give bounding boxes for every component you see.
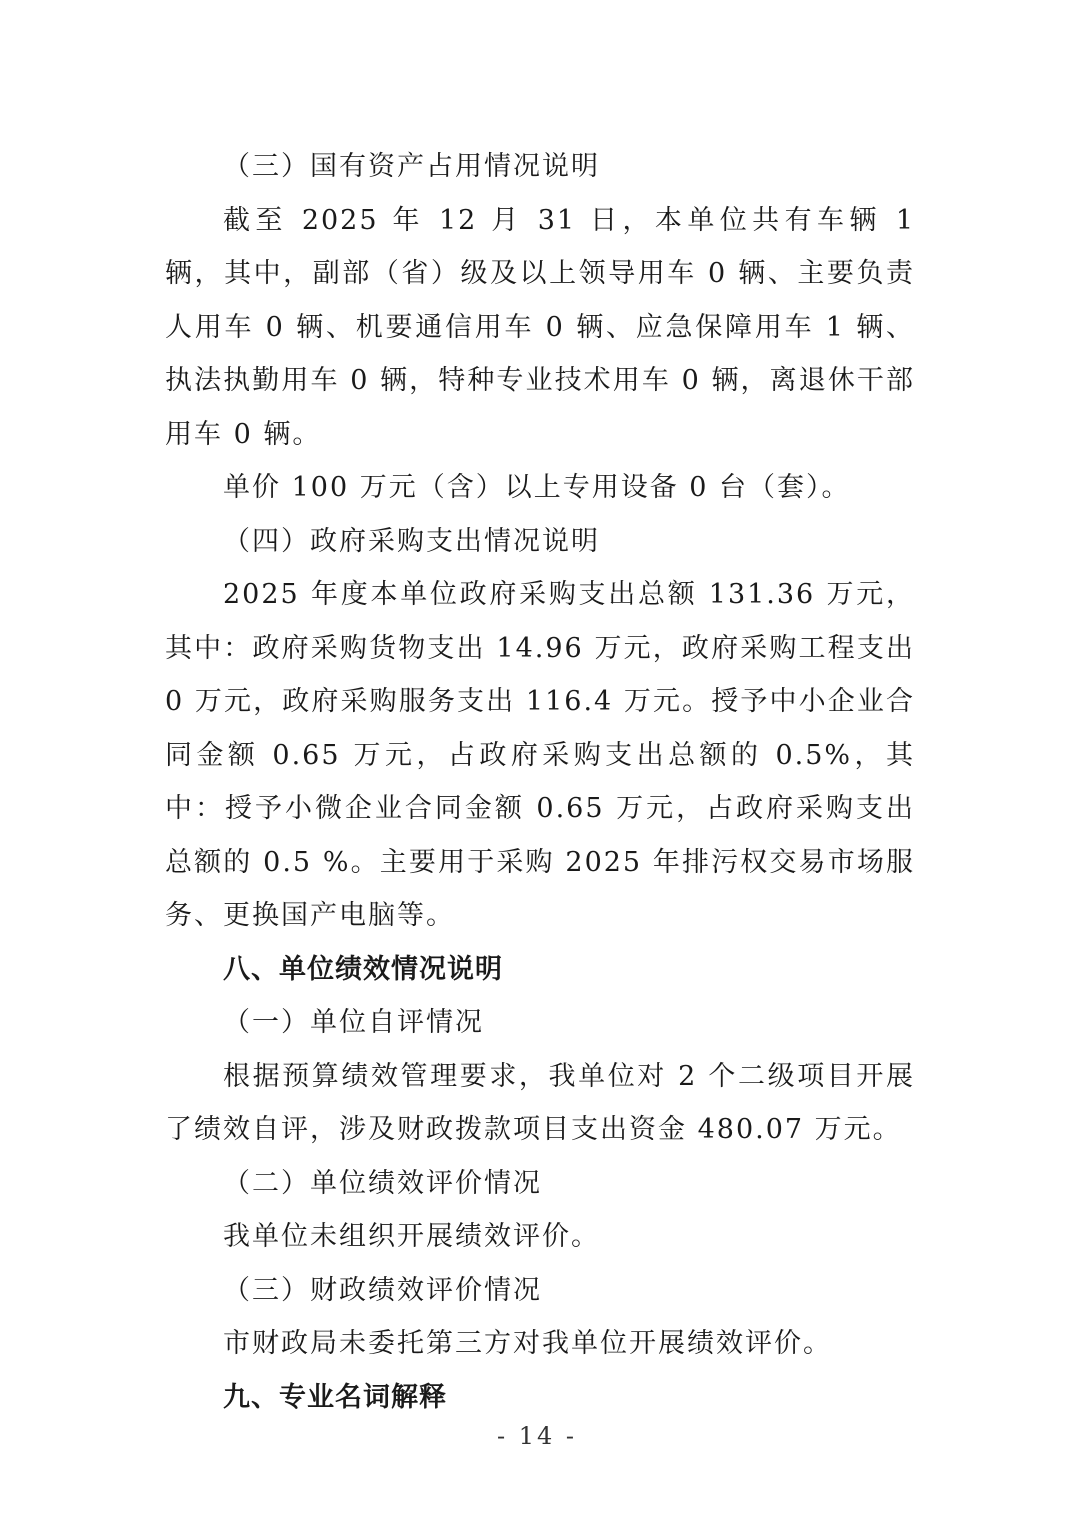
subheading-fiscal-evaluation: （三）财政绩效评价情况 [223, 1274, 542, 1306]
paragraph-self-evaluation: 根据预算绩效管理要求，我单位对 2 个二级项目开展了绩效自评，涉及财政拨款项目支出资金 480.07 万元。 [165, 1060, 915, 1145]
subheading-self-evaluation: （一）单位自评情况 [223, 1007, 484, 1038]
section-heading-state-assets: （三）国有资产占用情况说明 [223, 151, 600, 182]
paragraph-fiscal-evaluation: 市财政局未委托第三方对我单位开展绩效评价。 [223, 1328, 832, 1359]
paragraph-vehicles: 截至 2025 年 12 月 31 日，本单位共有车辆 1 辆，其中，副部（省）级及以上领导用车 0 辆、主要负责人用车 0 辆、机要通信用车 0 辆、应急保障用车 1 辆、执法执勤用车 0 辆，特种专业技术用车 0 辆，离退休干部用车 0 辆。 [165, 204, 915, 450]
page-number: - 14 - [496, 1422, 577, 1450]
paragraph-equipment: 单价 100 万元（含）以上专用设备 0 台（套）。 [223, 472, 851, 503]
chapter-heading-glossary: 九、专业名词解释 [223, 1381, 447, 1413]
page-content [165, 140, 915, 1424]
subheading-unit-evaluation: （二）单位绩效评价情况 [223, 1167, 542, 1199]
section-heading-procurement: （四）政府采购支出情况说明 [223, 525, 600, 557]
paragraph-procurement: 2025 年度本单位政府采购支出总额 131.36 万元，其中：政府采购货物支出 14.96 万元，政府采购工程支出 0 万元，政府采购服务支出 116.4 万元。授予中小企业合同金额 0.65 万元，占政府采购支出总额的 0.5%，其中：授予小微企业合同金额 0.65 万元，占政府采购支出总额的 0.5 %。主要用于采购 2025 年排污权交易市场服务、更换国产电脑等。 [165, 579, 915, 931]
chapter-heading-performance: 八、单位绩效情况说明 [223, 953, 503, 985]
paragraph-unit-evaluation: 我单位未组织开展绩效评价。 [223, 1221, 600, 1252]
